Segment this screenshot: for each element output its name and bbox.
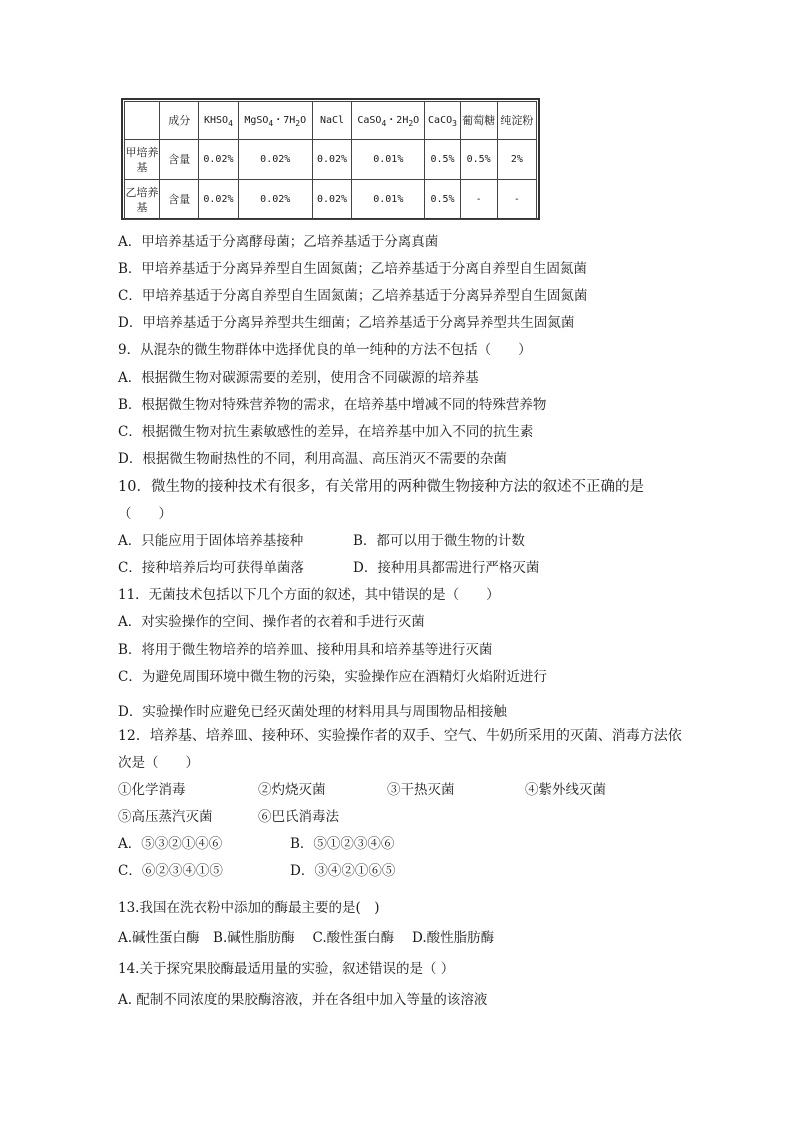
q14-stem: 14.关于探究果胶酶最适用量的实验，叙述错误的是（ ） bbox=[118, 961, 455, 977]
media-composition-table bbox=[124, 101, 537, 220]
cell: 0.02% bbox=[312, 140, 351, 180]
header-caso4: CaSO$_4$・$2H_2O$ bbox=[352, 102, 425, 140]
row-name-yi: 乙培养基 bbox=[125, 180, 160, 220]
q9-option-c: C．根据微生物对抗生素敏感性的差异，在培养基中加入不同的抗生素 bbox=[118, 424, 534, 440]
cell: 0.02% bbox=[238, 180, 312, 220]
cell: - bbox=[460, 180, 497, 220]
header-starch: 纯淀粉 bbox=[497, 102, 536, 140]
q8-option-d: D．甲培养基适于分离异养型共生细菌；乙培养基适于分离异养型共生固氮菌 bbox=[118, 315, 575, 331]
cell: 0.01% bbox=[352, 140, 425, 180]
q9-option-a: A．根据微生物对碳源需要的差别，使用含不同碳源的培养基 bbox=[118, 370, 479, 386]
q10-stem-paren: （ ） bbox=[118, 506, 172, 522]
q12-method-5: ⑤高压蒸汽灭菌 bbox=[118, 809, 213, 825]
q10-stem: 10．微生物的接种技术有很多，有关常用的两种微生物接种方法的叙述不正确的是 bbox=[118, 479, 644, 495]
cell: 0.02% bbox=[312, 180, 351, 220]
q9-option-d: D．根据微生物耐热性的不同，利用高温、高压消灭不需要的杂菌 bbox=[118, 451, 507, 467]
row-label: 含量 bbox=[160, 180, 199, 220]
q11-stem: 11．无菌技术包括以下几个方面的叙述，其中错误的是（ ） bbox=[118, 587, 500, 603]
q10-option-b: B．都可以用于微生物的计数 bbox=[353, 533, 525, 549]
cell: 0.5% bbox=[460, 140, 497, 180]
q10-option-a: A．只能应用于固体培养基接种 bbox=[118, 533, 304, 549]
q12-stem: 12．培养基、培养皿、接种环、实验操作者的双手、空气、牛奶所采用的灭菌、消毒方法依 bbox=[118, 728, 682, 744]
q12-option-b: B．⑤①②③④⑥ bbox=[290, 836, 395, 852]
q8-option-b: B．甲培养基适于分离异养型自生固氮菌；乙培养基适于分离自养型自生固氮菌 bbox=[118, 261, 587, 277]
q12-method-6: ⑥巴氏消毒法 bbox=[258, 809, 339, 825]
q12-method-4: ④紫外线灭菌 bbox=[525, 782, 606, 798]
q12-method-1: ①化学消毒 bbox=[118, 782, 186, 798]
q11-option-d: D．实验操作时应避免已经灭菌处理的材料用具与周围物品相接触 bbox=[118, 704, 507, 720]
cell: 0.02% bbox=[199, 180, 238, 220]
q10-option-c: C．接种培养后均可获得单菌落 bbox=[118, 560, 304, 576]
q12-method-3: ③干热灭菌 bbox=[387, 782, 455, 798]
q11-option-b: B．将用于微生物培养的培养皿、接种用具和培养基等进行灭菌 bbox=[118, 642, 493, 658]
row-name-jia: 甲培养基 bbox=[125, 140, 160, 180]
cell: 0.5% bbox=[425, 140, 460, 180]
cell: 0.02% bbox=[238, 140, 312, 180]
q8-option-c: C．甲培养基适于分离自养型自生固氮菌；乙培养基适于分离异养型自生固氮菌 bbox=[118, 288, 588, 304]
table-row bbox=[125, 140, 537, 180]
q11-option-c: C．为避免周围环境中微生物的污染，实验操作应在酒精灯火焰附近进行 bbox=[118, 669, 547, 685]
q12-stem-cont: 次是（ ） bbox=[118, 755, 199, 771]
table-corner-cell bbox=[125, 102, 160, 140]
header-nacl: NaCl bbox=[312, 102, 351, 140]
q12-option-a: A．⑤③②①④⑥ bbox=[118, 836, 223, 852]
cell: 2% bbox=[497, 140, 536, 180]
q10-option-d: D．接种用具都需进行严格灭菌 bbox=[353, 560, 540, 576]
header-khso4: $KHSO_4$ bbox=[199, 102, 238, 140]
q9-option-b: B．根据微生物对特殊营养物的需求，在培养基中增减不同的特殊营养物 bbox=[118, 397, 547, 413]
q12-option-d: D．③④②①⑥⑤ bbox=[290, 863, 396, 879]
media-table bbox=[121, 98, 540, 220]
q14-option-a: A. 配制不同浓度的果胶酶溶液，并在各组中加入等量的该溶液 bbox=[118, 992, 488, 1008]
table-header-row bbox=[125, 102, 537, 140]
table-row bbox=[125, 180, 537, 220]
cell: 0.01% bbox=[352, 180, 425, 220]
q8-option-a: A．甲培养基适于分离酵母菌；乙培养基适于分离真菌 bbox=[118, 234, 439, 250]
q12-method-2: ②灼烧灭菌 bbox=[258, 782, 326, 798]
cell: 0.5% bbox=[425, 180, 460, 220]
cell: - bbox=[497, 180, 536, 220]
q11-option-a: A．对实验操作的空间、操作者的衣着和手进行灭菌 bbox=[118, 614, 425, 630]
q13-options: A.碱性蛋白酶 B.碱性脂肪酶 C.酸性蛋白酶 D.酸性脂肪酶 bbox=[118, 930, 495, 946]
header-mgso4: MgSO$_4$・$7H_2O$ bbox=[238, 102, 312, 140]
q12-option-c: C．⑥②③④①⑤ bbox=[118, 863, 223, 879]
q9-stem: 9．从混杂的微生物群体中选择优良的单一纯种的方法不包括（ ） bbox=[118, 342, 532, 358]
header-ingredient: 成分 bbox=[160, 102, 199, 140]
header-caco3: CaCO$_3$ bbox=[425, 102, 460, 140]
cell: 0.02% bbox=[199, 140, 238, 180]
q13-stem: 13.我国在洗衣粉中添加的酶最主要的是( ) bbox=[118, 900, 380, 916]
row-label: 含量 bbox=[160, 140, 199, 180]
header-glucose: 葡萄糖 bbox=[460, 102, 497, 140]
